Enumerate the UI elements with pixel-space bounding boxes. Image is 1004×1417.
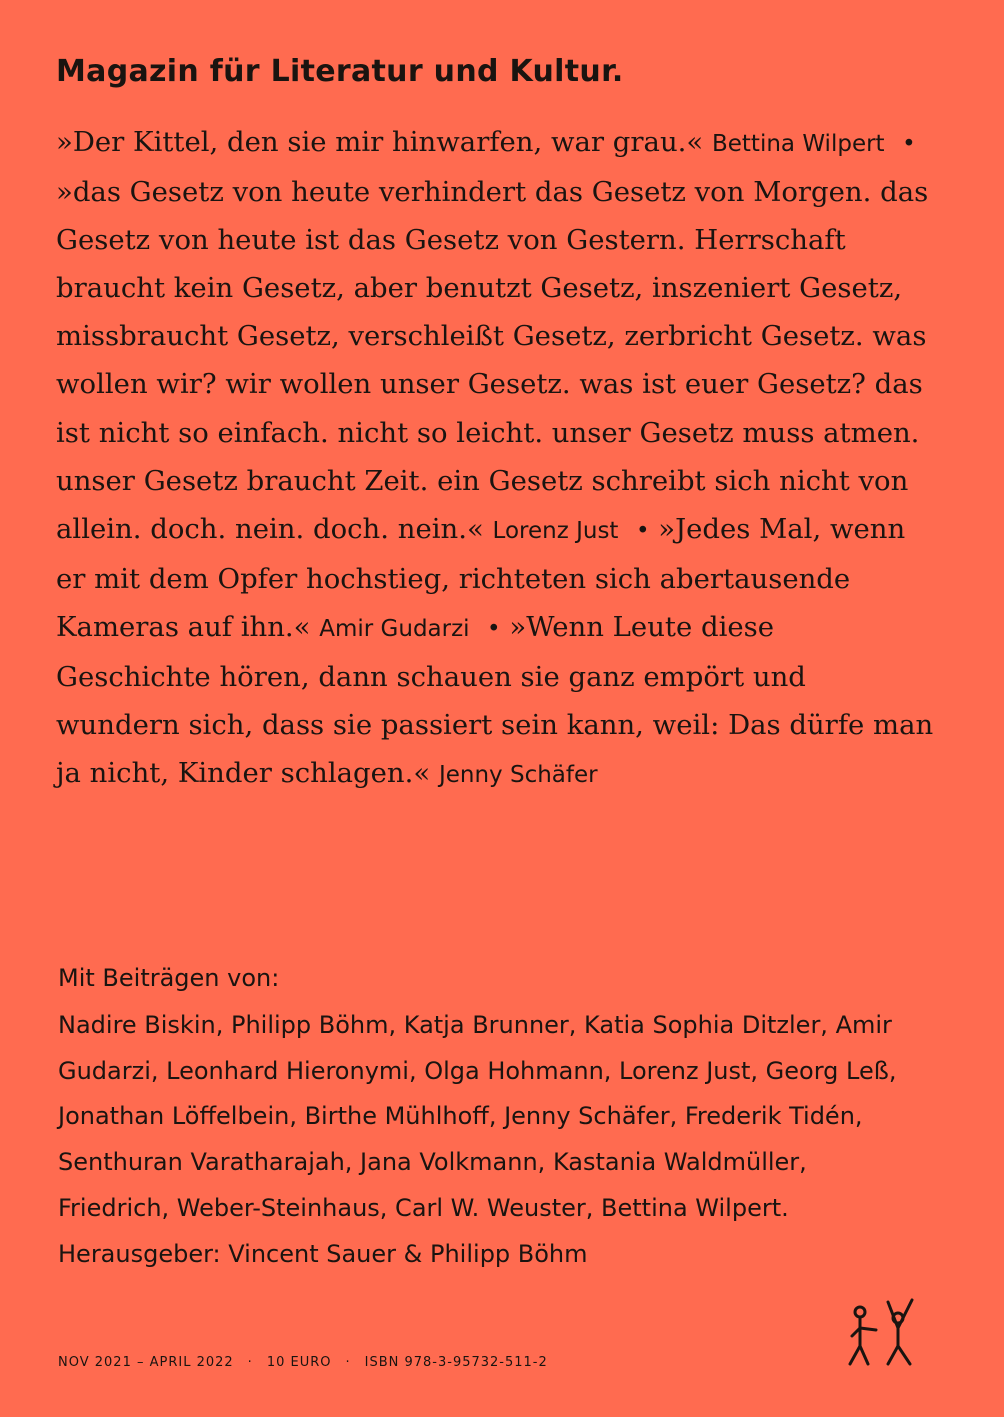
footer-dot: · xyxy=(345,1355,351,1370)
footer-period: NOV 2021 – APRIL 2022 xyxy=(58,1355,234,1370)
quote-text: »Wenn Leute diese Geschichte hören, dann schauen sie ganz empört und wundern sich, dass sie passiert sein kann, weil: Das dürfe man ja nicht, Kinder schlagen.« xyxy=(56,610,934,790)
quote-author: Jenny Schäfer xyxy=(438,762,598,789)
quote-text: »Der Kittel, den sie mir hinwarfen, war grau.« xyxy=(56,126,704,158)
footer-price: 10 EURO xyxy=(266,1355,332,1370)
separator-bullet: • xyxy=(635,517,650,544)
footer-dot: · xyxy=(247,1355,253,1370)
page-title: Magazin für Literatur und Kultur. xyxy=(56,54,624,89)
quote-author: Bettina Wilpert xyxy=(711,131,885,157)
contributors-list: Nadire Biskin, Philipp Böhm, Katja Brunner, Katia Sophia Ditzler, Amir Gudarzi, Leonhard Hieronymi, Olga Hohmann, Lorenz Just, Georg Leß, Jonathan Löffelbein, Birthe Mühlhoff, Jenny Schäfer, Frederik Tidén, Senthuran Varatharajah, Jana Volkmann, Kastania Waldmüller, Friedrich, Weber-Steinhaus, Carl W. Weuster, Bettina Wilpert. Herausgeber: Vincent Sauer & Philipp Böhm xyxy=(58,1011,897,1268)
quotes-block xyxy=(56,118,936,799)
separator-bullet: • xyxy=(902,131,916,157)
footer-isbn: ISBN 978-3-95732-511-2 xyxy=(364,1355,548,1370)
quote-text: »das Gesetz von heute verhindert das Gesetz von Morgen. das Gesetz von heute ist das Gesetz von Gestern. Herrschaft braucht kein Gesetz, aber benutzt Gesetz, inszeniert Gesetz, missbraucht Gesetz, verschleißt Gesetz, zerbricht Gesetz. was wollen wir? wir wollen unser Gesetz. was ist euer Gesetz? das ist nicht so einfach. nicht so leicht. unser Gesetz muss atmen. unser Gesetz braucht Zeit. ein Gesetz schreibt sich nicht von allein. doch. nein. doch. nein.« xyxy=(56,176,929,545)
quote-author: Amir Gudarzi xyxy=(319,615,470,642)
footer xyxy=(58,1355,548,1370)
separator-bullet: • xyxy=(487,615,501,642)
contributors-heading: Mit Beiträgen von: xyxy=(58,964,280,992)
stick-figures-icon xyxy=(842,1296,922,1376)
quote-text: »Jedes Mal, wenn er mit dem Opfer hochstieg, richteten sich abertausende Kameras auf ihn.« xyxy=(56,512,906,643)
quote-author: Lorenz Just xyxy=(492,517,619,544)
